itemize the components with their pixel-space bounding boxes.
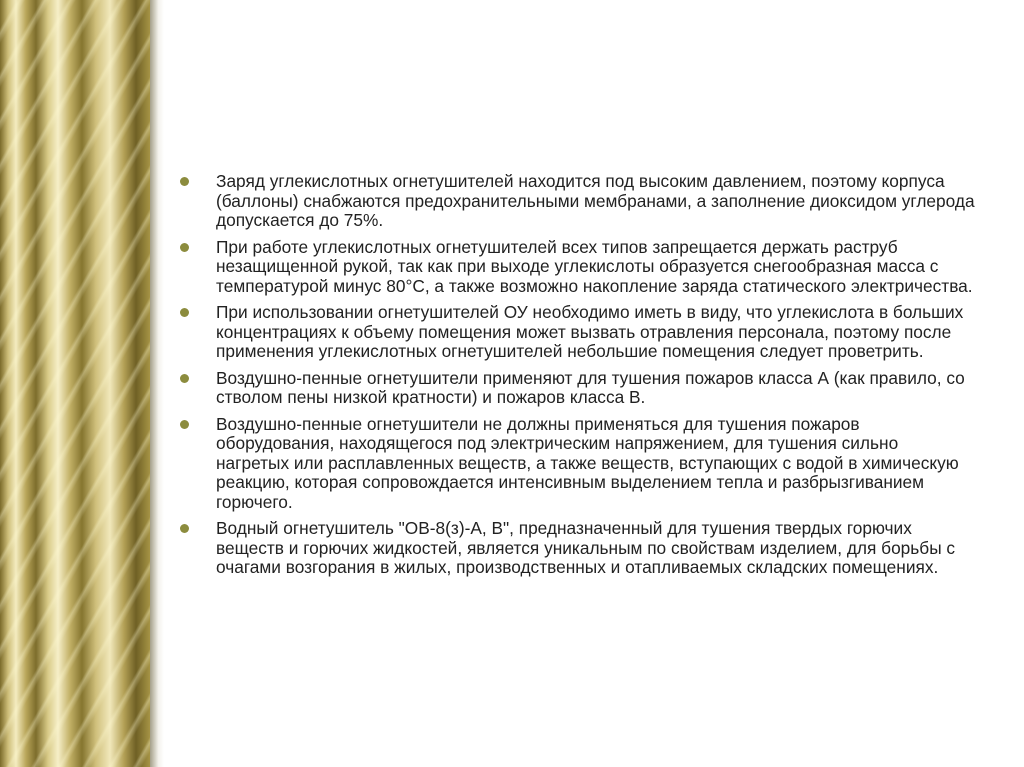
bullet-list [176, 172, 976, 578]
list-item-text: При работе углекислотных огнетушителей всех типов запрещается держать раструб незащищенной рукой, так как при выходе углекислоты образуется снегообразная масса с температурой минус 80°С, а также возможно накопление заряда статического электричества. [216, 236, 973, 296]
decorative-gold-border [0, 0, 150, 767]
slide-content [176, 172, 976, 585]
list-item [176, 172, 976, 231]
bullet-dot-icon [180, 308, 189, 317]
bullet-dot-icon [180, 420, 189, 429]
list-item [176, 369, 976, 408]
bullet-dot-icon [180, 524, 189, 533]
border-shadow [150, 0, 164, 767]
list-item [176, 519, 976, 578]
bullet-dot-icon [180, 374, 189, 383]
bullet-dot-icon [180, 177, 189, 186]
list-item-text: Воздушно-пенные огнетушители не должны применяться для тушения пожаров оборудования, находящегося под электрическим напряжением, для тушения сильно нагретых или расплавленных веществ, а также веществ, вступающих с водой в химическую реакцию, которая сопровождается интенсивным выделением тепла и разбрызгиванием горючего. [216, 413, 959, 512]
list-item-text: Заряд углекислотных огнетушителей находится под высоким давлением, поэтому корпуса (баллоны) снабжаются предохранительными мембранами, а заполнение диоксидом углерода допускается до 75%. [216, 171, 975, 230]
list-item [176, 415, 976, 513]
bullet-dot-icon [180, 243, 189, 252]
list-item-text: При использовании огнетушителей ОУ необходимо иметь в виду, что углекислота в больших концентрациях к объему помещения может вызвать отравления персонала, поэтому после применения углекислотных огнетушителей небольшие помещения следует проветрить. [216, 302, 964, 361]
list-item [176, 238, 976, 297]
list-item-text: Водный огнетушитель "ОВ-8(з)-А, В", предназначенный для тушения твердых горючих веществ и горючих жидкостей, является уникальным по свойствам изделием, для борьбы с очагами возгорания в жилых, производственных и отапливаемых складских помещениях. [216, 518, 956, 577]
list-item [176, 303, 976, 362]
list-item-text: Воздушно-пенные огнетушители применяют для тушения пожаров класса А (как правило, со стволом пены низкой кратности) и пожаров класса В. [216, 367, 965, 407]
